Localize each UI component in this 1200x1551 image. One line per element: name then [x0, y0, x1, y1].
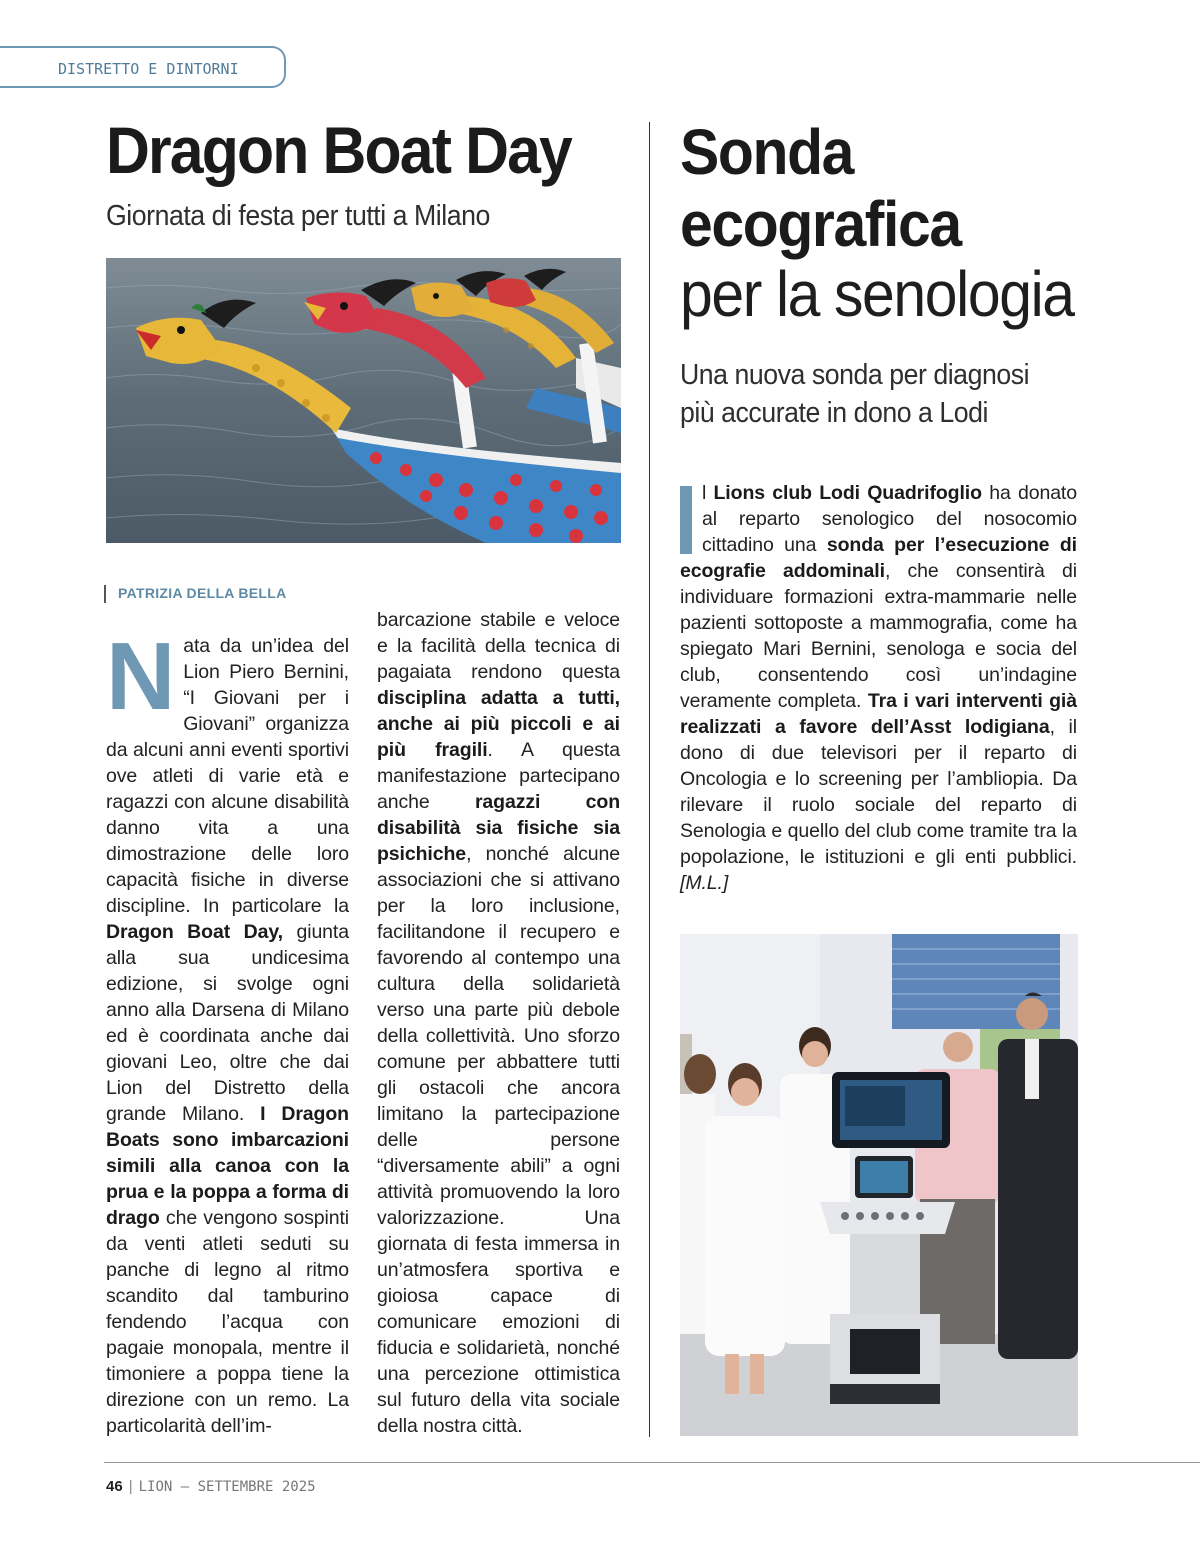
- text-run: , nonché alcune associazioni che si attivano per la loro inclusione, facilitandone il recupero e favorendo al contempo una cultura della solidarietà verso una parte più debole della collettività. Uno sforzo comune per abbattere tutti gli ostacoli che ancora limitano la partecipazione delle persone “diversamente abili” a ogni attività promuovendo la loro valorizzazione. Una giornata di festa immersa in un’atmosfera sportiva e gioiosa capace di comunicare emozioni di fiducia e solidarietà, nonché una percezione ottimistica sul futuro della vita sociale della nostra città.: [377, 843, 620, 1437]
- article2-title-line2: ecografica: [680, 188, 961, 260]
- text-run: ata da un’idea del Lion Piero Bernini, “I Giovani per i Giovani” organizza da alcuni anni eventi sportivi ove atleti di varie età e ragazzi con alcune disabilità danno vita a una dimostrazione delle loro capacità fisiche in diverse discipline. In particolare la: [106, 635, 349, 917]
- dragon-boats-photo: [106, 258, 621, 543]
- footer-separator: |: [128, 1478, 133, 1495]
- page-footer: [106, 1478, 316, 1495]
- article1-col2-text: [377, 609, 620, 1437]
- text-run: l: [702, 482, 714, 504]
- footer-rule: [104, 1462, 1200, 1463]
- text-run: . A questa manifestazione partecipano anche: [377, 739, 620, 813]
- text-run: [M.L.]: [680, 872, 729, 894]
- section-tab: [0, 46, 286, 88]
- magazine-issue: LION – SETTEMBRE 2025: [138, 1479, 316, 1495]
- text-run: barcazione stabile e veloce e la facilità della tecnica di pagaiata rendono questa: [377, 609, 620, 683]
- text-run: sonda per l’esecuzione di ecografie addominali: [680, 534, 1077, 582]
- text-run: Lions club Lodi Quadrifoglio: [713, 482, 982, 504]
- article1-col1-text: [106, 623, 349, 1437]
- text-run: Dragon Boat Day,: [106, 921, 283, 943]
- text-run: ragazzi con disabilità sia fisiche sia psichiche: [377, 791, 621, 865]
- drop-cap-bar: [680, 486, 692, 554]
- article1-subtitle: Giornata di festa per tutti a Milano: [106, 200, 490, 232]
- article2-body: [680, 480, 1077, 896]
- text-run: , il dono di due televisori per il reparto di Oncologia e lo screening per l’ambliopia. Da rilevare il ruolo sociale del reparto di Senologia e quello del club come tramite tra la popolazione, le istituzioni e gli enti pubblici.: [680, 716, 1077, 868]
- drop-cap: N: [106, 623, 176, 730]
- text-run: che vengono sospinti da venti atleti seduti su panche di legno al ritmo scandito dal tamburino fendendo l’acqua con pagaie monopala, mentre il timoniere a poppa tiene la direzione con un remo. La particolarità dell’im-: [106, 1207, 349, 1437]
- article1-column2: [377, 607, 620, 1439]
- article2-title-line3: per la senologia: [680, 258, 1074, 330]
- text-run: ha donato al reparto senologico del nosocomio cittadino una: [702, 482, 1077, 556]
- article2-body-text: [680, 482, 1077, 894]
- article1-column1: [106, 623, 349, 1439]
- section-label: DISTRETTO E DINTORNI: [58, 60, 239, 78]
- ultrasound-donation-photo: [680, 934, 1078, 1436]
- text-run: disciplina adatta a tutti, anche ai più piccoli e ai più fragili: [377, 687, 620, 761]
- article2-title-line1: Sonda: [680, 116, 854, 188]
- text-run: giunta alla sua undicesima edizione, si svolge ogni anno alla Darsena di Milano ed è coordinata anche dai giovani Leo, oltre che dai Lion del Distretto della grande Milano.: [106, 921, 349, 1125]
- article1-author: PATRIZIA DELLA BELLA: [104, 585, 287, 603]
- text-run: Tra i vari interventi già realizzati a favore dell’Asst lodigiana: [680, 690, 1077, 738]
- text-run: I Dragon Boats sono imbarcazioni simili alla canoa con la prua e la poppa a forma di drago: [106, 1103, 349, 1229]
- page-number: 46: [106, 1478, 123, 1495]
- article1-title: Dragon Boat Day: [106, 113, 571, 187]
- text-run: , che consentirà di individuare formazioni extra-mammarie nelle pazienti sottoposte a mammografia, come ha spiegato Mari Bernini, senologa e socia del club, consentendo così un’indagine veramente completa.: [680, 560, 1077, 712]
- column-divider: [649, 122, 650, 1437]
- article2-subtitle: Una nuova sonda per diagnosi più accurate in dono a Lodi: [680, 359, 1030, 429]
